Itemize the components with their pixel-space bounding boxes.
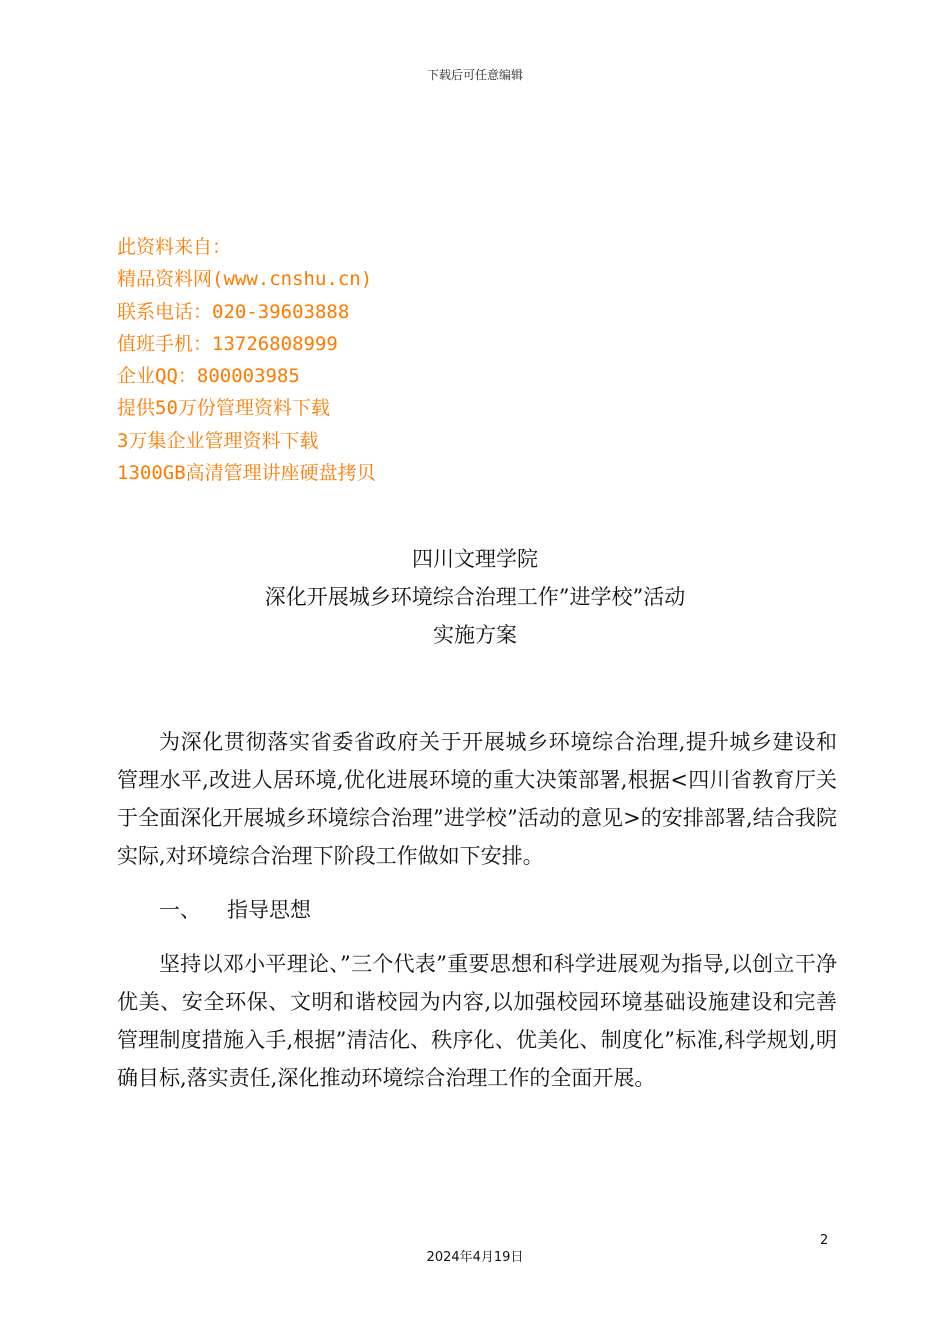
document-title (0, 540, 950, 654)
document-body (117, 723, 837, 1097)
ad-line-phone: 联系电话：020-39603888 (117, 300, 350, 323)
title-activity: 深化开展城乡环境综合治理工作”进学校”活动 (264, 585, 686, 609)
page-number: 2 (820, 1233, 829, 1248)
ad-line-website: 精品资料网(www.cnshu.cn) (117, 268, 373, 291)
section-heading-number: 一、 (159, 898, 201, 922)
ad-line-source: 此资料来自： (117, 236, 232, 258)
title-institution: 四川文理学院 (412, 547, 538, 571)
ad-line-mobile: 值班手机：13726808999 (117, 332, 338, 355)
intro-paragraph: 为深化贯彻落实省委省政府关于开展城乡环境综合治理,提升城乡建设和管理水平,改进人居环境,优化进展环境的重大决策部署,根据<四川省教育厅关于全面深化开展城乡环境综合治理”进学校”活动的意见>的安排部署,结合我院实际,对环境综合治理下阶段工作做如下安排。 (117, 730, 837, 868)
guiding-principle-paragraph: 坚持以邓小平理论、”三个代表”重要思想和科学进展观为指导,以创立干净优美、安全环保、文明和谐校园为内容,以加强校园环境基础设施建设和完善管理制度措施入手,根据”清洁化、秩序化、优美化、制度化”标准,科学规划,明确目标,落实责任,深化推动环境综合治理工作的全面开展。 (117, 952, 837, 1090)
section-heading-text: 指导思想 (227, 898, 311, 922)
header-note: 下载后可任意编辑 (426, 68, 523, 82)
ad-line-qq: 企业QQ：800003985 (117, 365, 300, 388)
advertisement-block (117, 231, 376, 489)
ad-line-offer-1: 提供50万份管理资料下载 (117, 397, 330, 420)
ad-line-offer-2: 3万集企业管理资料下载 (117, 429, 319, 452)
section-heading (117, 891, 837, 929)
footer-date: 2024年4月19日 (426, 1250, 524, 1265)
ad-line-offer-3: 1300GB高清管理讲座硬盘拷贝 (117, 462, 376, 485)
title-plan: 实施方案 (433, 623, 517, 647)
